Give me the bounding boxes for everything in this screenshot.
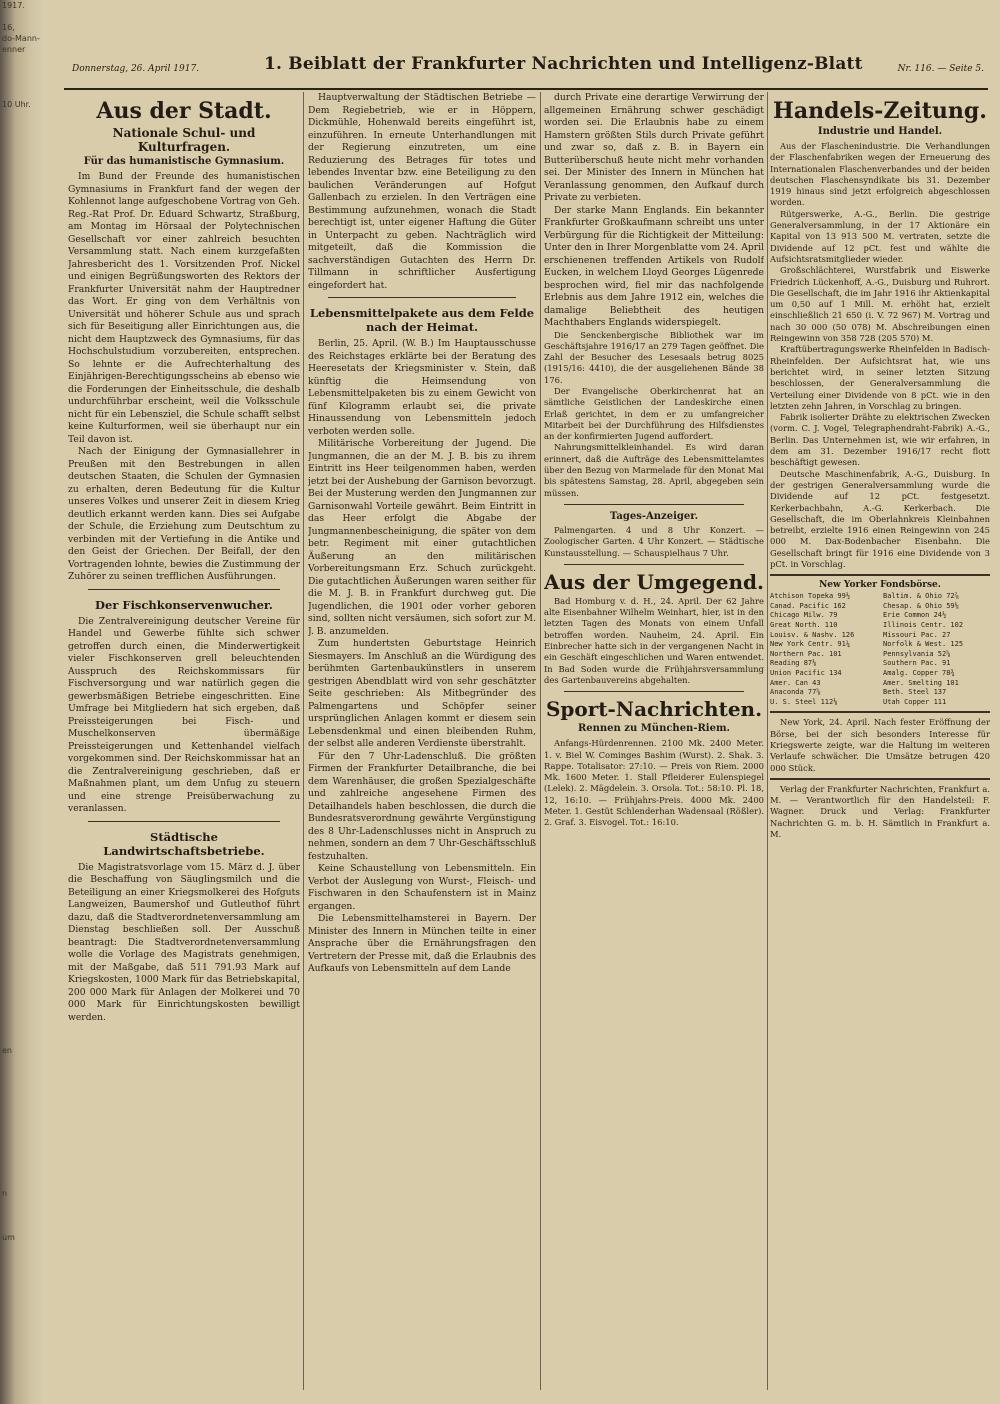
binding-fragment	[0, 561, 44, 572]
article-body: Im Bund der Freunde des humanistischen Gymnasiums in Frankfurt fand der wegen der Kohlennot lange aufgeschobene Vortrag von Geh. Reg.-Rat Prof. Dr. Eduard Schwartz, Straßburg, am Montag im Hörsaal der Polytechnischen Gesellschaft vor einer zahlreich besuchten Versammlung statt. Nach einem kurzgefaßten Jahresbericht des 1. Vorsitzenden Prof. Nickel und einigen Begrüßungsworten des Rektors der Frankfurter Universität nahm der Hauptredner das Wort. Er ging von dem Verhältnis von Universität und höherer Schule aus und sprach sich für Beseitigung aller Einrichtungen aus, die nicht dem Hauptzweck des Gymnasiums, für das Hochschulstudium vorzubereiten, entsprechen. So lehnte er die Aufrechterhaltung des Einjährigen-Berechtigungsscheins ab ebenso wie die Forderungen der Einheitsschule, die deshalb undurchführbar erscheint, weil die Volksschule nicht für ein Lebensziel, die Schule schafft selbst keine Kulturformen, weil sie überhaupt nur ein Teil davon ist.	[68, 171, 300, 445]
section-headline: Handels-Zeitung.	[773, 98, 987, 124]
binding-fragment	[0, 528, 44, 539]
binding-fragment	[0, 1078, 44, 1089]
binding-fragment	[0, 154, 44, 165]
article-body: Nach der Einigung der Gymnasiallehrer in Preußen mit den Bestrebungen in allen deutschen Staaten, die Schulen der Gymnasien zu erhalten, deren Bedeutung für die Kultur unseres Volkes und unserer Zeit in diesem Krieg deutlich erkannt werden kann. Dies sei Aufgabe der Schule, die Erziehung zum Deutschtum zu verbinden mit der Vertiefung in die Antike und den Geist der Griechen. Der Beifall, der den Vortragenden lohnte, bewies die Zustimmung der Zuhörer zu seinen trefflichen Ausführungen.	[68, 446, 300, 582]
binding-fragment	[0, 1199, 44, 1210]
binding-fragment	[0, 517, 44, 528]
binding-fragment	[0, 1023, 44, 1034]
article-body: Bad Homburg v. d. H., 24. April. Der 62 Jahre alte Eisenbahner Wilhelm Weinhart, hier, ist in den letzten Tagen des Monats von einem Unfall betroffen worden. Nauheim, 24. April. Ein Einbrecher hatte sich in der vergangenen Nacht in ein Geschäft eingeschlichen und Waren entwendet. In Bad Soden wurde die Frühjahrsversammlung des Gartenbauvereins abgehalten.	[544, 595, 764, 685]
binding-fragment	[0, 649, 44, 660]
article-subheadline: Rennen zu München-Riem.	[577, 723, 731, 735]
binding-fragment	[0, 814, 44, 825]
binding-fragment	[0, 451, 44, 462]
stock-row: Northern Pac. 101	[770, 649, 842, 658]
divider	[564, 504, 744, 505]
article-body: Keine Schaustellung von Lebensmitteln. Ein Verbot der Auslegung von Wurst-, Fleisch- und Fischwaren in den Schaufenstern ist in Mainz ergangen.	[308, 863, 536, 912]
article-body: Für den 7 Uhr-Ladenschluß. Die größten Firmen der Frankfurter Detailbranche, die bei dem Warenhäuser, die großen Spezialgeschäfte und zahlreiche angesehene Firmen des Detailhandels haben beschlossen, die durch die Bundesratsverordnung gewährte Vergünstigung des 8 Uhr-Ladenschlusses nicht in Anspruch zu nehmen, sondern an dem 7 Uhr-Geschäftsschluß festzuhalten.	[308, 750, 536, 862]
binding-fragment	[0, 979, 44, 990]
binding-fragment	[0, 66, 44, 77]
divider	[770, 711, 990, 713]
binding-fragment	[0, 792, 44, 803]
binding-fragment	[0, 583, 44, 594]
stock-table-title: New Yorker Fondsbörse.	[819, 580, 941, 591]
binding-fragment	[0, 869, 44, 880]
article-body: Anfangs-Hürdenrennen. 2100 Mk. 2400 Meter. 1. v. Biel W. Cominges Bashim (Wurst). 2. Shak. 3. Rappe. Totalisator: 27:10. — Preis von Riem. 2000 Mk. 1600 Meter. 1. Stall Pfleiderer Eulenspiegel (Lelek). 2. Mägdelein. 3. Orsola. Tot.: 58:10. Pl. 18, 12, 16:10. — Frühjahrs-Preis. 4000 Mk. 2400 Meter. 1. Gestüt Schlenderhan Wadensaal (Rößler). 2. Graf. 3. Eisvogel. Tot.: 16:10.	[544, 738, 764, 828]
binding-fragment	[0, 737, 44, 748]
divider	[770, 778, 990, 780]
binding-fragment	[0, 121, 44, 132]
binding-fragment	[0, 352, 44, 363]
stock-row: Chesap. & Ohio 59⅛	[883, 601, 959, 610]
binding-fragment	[0, 330, 44, 341]
stock-row: Beth. Steel 137	[883, 688, 947, 697]
stock-row: Amer. Smelting 101	[883, 678, 959, 687]
article-body: Die Lebensmittelhamsterei in Bayern. Der Minister des Innern in München teilte in einer Ansprache über die Ernährungsfragen den Vertretern der Presse mit, daß die Erlaubnis des Aufkaufs von Lebensmitteln auf dem Lande	[308, 913, 536, 974]
binding-fragment	[0, 836, 44, 847]
article-body: Nahrungsmittelkleinhandel. Es wird daran erinnert, daß die Aufträge des Lebensmittelamtes über den Bezug von Marmelade für den Monat Mai bis spätestens Samstag, 28. April, abgegeben sein müssen.	[544, 442, 764, 498]
article-body: Palmengarten. 4 und 8 Uhr Konzert. — Zoologischer Garten. 4 Uhr Konzert. — Städtische Kunstausstellung. — Schauspielhaus 7 Uhr.	[544, 524, 764, 558]
stock-row: Missouri Pac. 27	[883, 630, 951, 639]
article-body: Die Zentralvereinigung deutscher Vereine für Handel und Gewerbe fühlte sich schwer getroffen durch einen, die Minderwertigkeit vieler Fischkonserven grell beleuchtenden Ausspruch des Reichskommissars für Fischversorgung und war natürlich gegen die gewerbsmäßigen Betriebe eingeschritten. Eine Umfrage bei Mitgliedern hat sich ergeben, daß Preissteigerungen bei Fisch- und Muschelkonserven übermäßige Preissteigerungen und Kettenhandel vielfach vorgekommen sind. Der Reichskommissar hat an die Zentralvereinigung geschrieben, daß er Maßnahmen plant, um dem Unfug zu steuern und eine strenge Preisüberwachung zu veranlassen.	[68, 615, 300, 814]
article-body: Berlin, 25. April. (W. B.) Im Hauptausschusse des Reichstages erklärte bei der Beratung des Heeresetats der Kriegsminister v. Stein, daß künftig die Heimsendung von Lebensmittelpaketen bis zu einem Gewicht von fünf Kilogramm erlaubt sei, die private Hinaussendung von Lebensmitteln jedoch verboten werden solle.	[308, 338, 536, 437]
binding-fragment	[0, 319, 44, 330]
column-2	[308, 92, 536, 1390]
binding-fragment	[0, 539, 44, 550]
binding-fragment	[0, 550, 44, 561]
article-body: durch Private eine derartige Verwirrung der allgemeinen Ernährung schwer geschädigt worden sei. Die Erlaubnis habe zu einem Hamstern größten Stils durch Private geführt und zwar so, daß z. B. in Bayern ein Butterüberschuß heute nicht mehr vorhanden sei. Der Minister des Innern in München hat Veranlassung genommen, den Aufkauf durch Private zu verbieten.	[544, 92, 764, 203]
page-header	[64, 52, 988, 90]
binding-fragment	[0, 572, 44, 583]
binding-fragment: 10 Uhr.	[2, 100, 31, 109]
divider	[328, 297, 516, 298]
stock-row: New York Centr. 91¼	[770, 640, 851, 649]
binding-fragment	[0, 198, 44, 209]
binding-fragment	[0, 781, 44, 792]
binding-fragment	[0, 1177, 44, 1188]
stock-row: Amalg. Copper 78¾	[883, 669, 955, 678]
binding-fragment	[0, 297, 44, 308]
binding-fragment	[0, 924, 44, 935]
binding-fragment	[0, 990, 44, 1001]
binding-fragment	[0, 693, 44, 704]
binding-fragment: enner	[2, 45, 26, 54]
stock-row: Canad. Pacific 162	[770, 601, 846, 610]
binding-fragment	[0, 594, 44, 605]
article-subheadline: Für das humanistische Gymnasium.	[83, 156, 285, 167]
article-body: Aus der Flaschenindustrie. Die Verhandlungen der Flaschenfabriken wegen der Erneuerung des Internationalen Flaschenverbandes und der beiden deutschen Flaschensyndikate bis 31. Dezember 1919 hinaus sind jetzt erfolgreich abgeschlossen worden.	[770, 141, 990, 208]
binding-fragment	[0, 209, 44, 220]
divider	[770, 574, 990, 576]
binding-fragment	[0, 957, 44, 968]
binding-fragment	[0, 825, 44, 836]
article-body: Zum hundertsten Geburtstage Heinrich Siesmayers. Im Anschluß an die Würdigung des berühmten Gartenbaukünstlers in unserem gestrigen Abendblatt wird von sehr geschätzter Seite geschrieben: Als Mitbegründer des Palmengartens und Schöpfer seiner ursprünglichen Anlagen kommt er diesem sein Lebensdenkmal und einen bleibenden Ruhm, der selbst alle anderen Verdienste überstrahlt.	[308, 638, 536, 749]
binding-fragment: do-Mann-	[2, 34, 40, 43]
binding-fragment	[0, 275, 44, 286]
article-body: Die Magistratsvorlage vom 15. März d. J. über die Beschaffung von Säuglingsmilch und die Beteiligung an einer Kriegsmolkerei des Hofguts Langweizen, Baumershof und Gutleuthof führt dazu, daß die Stadtverordnetenversammlung am Dienstag beschließen soll. Der Ausschuß beantragt: Die Stadtverordnetenversammlung wolle die Vorlage des Magistrats genehmigen, mit der Maßgabe, daß 511 791.93 Mark auf Kriegskosten, 1000 Mark für das Betriebskapital, 200 000 Mark für Anlagen der Molkerei und 70 000 Mark für Einrichtungskosten bewilligt werden.	[68, 861, 300, 1023]
binding-fragment	[0, 11, 44, 22]
binding-fragment	[0, 616, 44, 627]
binding-fragment	[0, 891, 44, 902]
binding-fragment	[0, 1111, 44, 1122]
article-body: Fabrik isolierter Drähte zu elektrischen Zwecken (vorm. C. J. Vogel, Telegraphendraht-Fabrik) A.-G., Berlin. Das Unternehmen ist, wie wir erfahren, in dem am 31. Dezember 1916/17 recht flott beschäftigt gewesen.	[770, 412, 990, 468]
binding-fragment	[0, 671, 44, 682]
article-body: New York, 24. April. Nach fester Eröffnung der Börse, bei der sich besonders Interesse für Kriegswerte zeigte, war die Haltung im weiteren Verlaufe schwächer. Die Umsätze betrugen 420 000 Stück.	[770, 717, 990, 773]
section-headline: Aus der Stadt.	[96, 98, 272, 124]
column-3	[544, 92, 764, 1390]
stock-row: Chicago Milw. 79	[770, 611, 838, 620]
stock-row: Louisv. & Nashv. 126	[770, 630, 855, 639]
binding-fragment	[0, 946, 44, 957]
binding-fragment	[0, 1265, 44, 1276]
binding-fragment	[0, 1001, 44, 1012]
binding-fragment	[0, 880, 44, 891]
binding-fragment	[0, 1243, 44, 1254]
section-headline: Sport-Nachrichten.	[545, 697, 763, 722]
binding-fragment	[0, 286, 44, 297]
binding-fragment	[0, 473, 44, 484]
binding-fragment	[0, 1034, 44, 1045]
binding-fragment	[0, 803, 44, 814]
header-date: Donnerstag, 26. April 1917.	[72, 64, 200, 74]
binding-fragment	[0, 1133, 44, 1144]
binding-fragment	[0, 726, 44, 737]
column-rule	[767, 92, 768, 1390]
binding-fragment	[0, 220, 44, 231]
binding-fragment	[0, 902, 44, 913]
binding-edge	[0, 0, 44, 1404]
binding-fragment	[0, 638, 44, 649]
header-page-number: Nr. 116. — Seite 5.	[897, 64, 984, 74]
stock-row: Utah Copper 111	[883, 697, 947, 706]
article-body: Militärische Vorbereitung der Jugend. Die Jungmannen, die an der M. J. B. bis zu ihrem Eintritt ins Heer teilgenommen haben, werden jetzt bei der Aushebung der Garnison bevorzugt. Bei der Musterung werden den Jungmannen zur Garnisonwahl Vorteile gewährt. Beim Eintritt in das Heer erfolgt die Abgabe der Jungmannenbescheinigung, die später von dem betr. Regiment mit einer gutachtlichen Äußerung an den militärischen Vorbereitungsmann Erz. Schuch zurückgeht. Die gutachtlichen Äußerungen waren seither für die M. J. B. in Frankfurt durchweg gut. Die Jugendlichen, die 1901 oder vorher geboren sind, sollten nicht versäumen, sich sofort zur M. J. B. anzumelden.	[308, 438, 536, 637]
binding-fragment	[0, 429, 44, 440]
section-headline: Aus der Umgegend.	[544, 569, 764, 594]
article-body: Die Senckenbergische Bibliothek war im Geschäftsjahre 1916/17 an 279 Tagen geöffnet. Die Zahl der Besucher des Lesesaals betrug 8025 (1915/16: 4410), die der ausgeliehenen Bände 38 176.	[544, 329, 764, 385]
binding-fragment: n	[2, 1189, 8, 1198]
binding-fragment	[0, 748, 44, 759]
article-headline: Der Fischkonservenwucher.	[95, 597, 273, 612]
stock-row: Norfolk & West. 125	[883, 640, 964, 649]
article-body: Deutsche Maschinenfabrik, A.-G., Duisburg. In der gestrigen Generalversammlung wurde die Dividende auf 12 pCt. festgesetzt. Kerkerbachbahn, A.-G. Kerkerbach. Die Gesellschaft, die im Oberlahnkreis Kleinbahnen betreibt, erzielte 1916 einen Reingewinn von 245 000 M. Dax-Bodenbacher Eisenbahn. Die Gesellschaft bringt für 1916 eine Dividende von 3 pCt. in Vorschlag.	[770, 468, 990, 569]
binding-fragment	[0, 242, 44, 253]
binding-fragment	[0, 385, 44, 396]
stock-row: Amer. Can 43	[770, 678, 821, 687]
column-1	[68, 92, 300, 1390]
binding-fragment	[0, 440, 44, 451]
binding-fragment	[0, 407, 44, 418]
article-headline: Städtische Landwirtschaftsbetriebe.	[103, 829, 265, 858]
binding-fragment	[0, 77, 44, 88]
header-title: 1. Beiblatt der Frankfurter Nachrichten und Intelligenz-Blatt	[264, 54, 863, 74]
article-subheadline: Industrie und Handel.	[817, 126, 943, 137]
binding-fragment	[0, 847, 44, 858]
binding-fragment	[0, 660, 44, 671]
section-headline: Tages-Anzeiger.	[609, 510, 699, 522]
binding-fragment	[0, 506, 44, 517]
newspaper-page	[44, 0, 1000, 1404]
binding-fragment	[0, 55, 44, 66]
column-rule	[303, 92, 304, 1390]
binding-fragment	[0, 1089, 44, 1100]
article-headline: Nationale Schul- und Kulturfragen.	[112, 126, 256, 154]
stock-row: Illinois Centr. 102	[883, 621, 964, 630]
article-body: Rütgerswerke, A.-G., Berlin. Die gestrige Generalversammlung, in der 17 Aktionäre ein Kapital von 13 913 500 M. vertraten, setzte die Dividende auf 12 pCt. fest und wählte die Aufsichtsratsmitglieder wieder.	[770, 208, 990, 264]
binding-fragment	[0, 858, 44, 869]
binding-fragment	[0, 484, 44, 495]
stock-row: Erie Common 24½	[883, 611, 947, 620]
article-body: Der starke Mann Englands. Ein bekannter Frankfurter Großkaufmann schreibt uns unter Verbürgung für die Richtigkeit der Mitteilung: Unter den in Ihrer Morgenblatte vom 24. April erschienenen treffenden Artikels von Rudolf Eucken, in welchem Lloyd Georges Lügenrede besprochen wird, fiel mir das nachfolgende Erlebnis aus dem Jahre 1912 ein, welches die damalige Beliebtheit des heutigen Machthabers Englands widerspiegelt.	[544, 204, 764, 328]
binding-fragment	[0, 1166, 44, 1177]
imprint: Verlag der Frankfurter Nachrichten, Frankfurt a. M. — Verantwortlich für den Handelsteil: F. Wagner. Druck und Verlag: Frankfurter Nachrichten G. m. b. H. Sämtlich in Frankfurt a. M.	[770, 783, 990, 840]
binding-fragment	[0, 1254, 44, 1265]
divider	[88, 821, 280, 822]
binding-fragment	[0, 396, 44, 407]
binding-fragment	[0, 143, 44, 154]
binding-fragment	[0, 1155, 44, 1166]
article-body: Kraftübertragungswerke Rheinfelden in Badisch-Rheinfelden. Der Aufsichtsrat hat, wie uns berichtet wird, in seiner letzten Sitzung beschlossen, der Generalversammlung die Verteilung einer Dividende von 8 pCt. wie in den letzten zehn Jahren, in Vorschlag zu bringen.	[770, 344, 990, 411]
binding-fragment	[0, 913, 44, 924]
article-headline: Lebensmittelpakete aus dem Felde nach der Heimat.	[309, 306, 535, 334]
binding-fragment	[0, 935, 44, 946]
binding-fragment	[0, 418, 44, 429]
binding-fragment: um	[2, 1233, 15, 1242]
stock-row: Great North. 110	[770, 621, 838, 630]
binding-fragment	[0, 187, 44, 198]
binding-fragment	[0, 1144, 44, 1155]
binding-fragment	[0, 308, 44, 319]
binding-fragment	[0, 770, 44, 781]
binding-fragment	[0, 1221, 44, 1232]
binding-fragment	[0, 1210, 44, 1221]
binding-fragment	[0, 1056, 44, 1067]
binding-fragment	[0, 682, 44, 693]
binding-fragment	[0, 968, 44, 979]
stock-row: Union Pacific 134	[770, 669, 842, 678]
article-body: Großschlächterei, Wurstfabrik und Eiswerke Friedrich Lückenhoff, A.-G., Duisburg und Ruhrort. Die Gesellschaft, die im Jahr 1916 ihr Aktienkapital um 0,50 auf 1 Mill. M. erhöht hat, erzielt einschließlich 21 650 (i. V. 72 967) M. Vortrag und nach 30 000 (50 078) M. Abschreibungen einen Reingewinn von 358 728 (205 570) M.	[770, 265, 990, 344]
binding-fragment	[0, 363, 44, 374]
binding-fragment	[0, 253, 44, 264]
binding-fragment	[0, 759, 44, 770]
binding-fragment	[0, 462, 44, 473]
divider	[564, 691, 744, 692]
binding-fragment	[0, 1067, 44, 1078]
stock-row: Atchison Topeka 99½	[770, 592, 851, 601]
binding-fragment	[0, 1012, 44, 1023]
stock-row: Baltim. & Ohio 72⅞	[883, 592, 959, 601]
stock-row: Anaconda 77⅝	[770, 688, 821, 697]
binding-fragment	[0, 627, 44, 638]
stock-table	[770, 592, 990, 707]
binding-fragment	[0, 715, 44, 726]
binding-fragment: 16,	[2, 23, 15, 32]
binding-fragment	[0, 704, 44, 715]
binding-fragment: 1917.	[2, 1, 25, 10]
stock-row: Reading 87⅛	[770, 659, 817, 668]
column-4	[770, 92, 990, 1390]
binding-fragment	[0, 264, 44, 275]
binding-fragment	[0, 1100, 44, 1111]
divider	[564, 564, 744, 565]
binding-fragment	[0, 88, 44, 99]
binding-fragment	[0, 1122, 44, 1133]
binding-fragment	[0, 495, 44, 506]
binding-fragment	[0, 165, 44, 176]
binding-fragment	[0, 132, 44, 143]
binding-fragment: en	[2, 1046, 12, 1055]
binding-fragment	[0, 605, 44, 616]
divider	[88, 589, 280, 590]
stock-row: Southern Pac. 91	[883, 659, 951, 668]
stock-row: U. S. Steel 112⅛	[770, 697, 838, 706]
binding-fragment	[0, 176, 44, 187]
binding-fragment	[0, 374, 44, 385]
column-rule	[540, 92, 541, 1390]
article-body: Der Evangelische Oberkirchenrat hat an sämtliche Geistlichen der Landeskirche einen Erlaß gerichtet, in dem er zu umfangreicher Mitarbeit bei der Durchführung des Hilfsdienstes an der konfirmierten Jugend auffordert.	[544, 385, 764, 442]
binding-fragment	[0, 110, 44, 121]
article-body: Hauptverwaltung der Städtischen Betriebe — Dem Regiebetrieb, wie er in Höppern, Dickmühle, Hohenwald bereits eingeführt ist, einzuführen. In erneute Unterhandlungen mit der Regierung einzutreten, um eine Reduzierung des Betrages für totes und lebendes Inventar bzw. eine Beteiligung zu den baulichen Veränderungen auf Hofgut Gallenbach zu erzielen. In den Verträgen eine Bestimmung aufzunehmen, wonach die Stadt berechtigt ist, unter eigener Haftung die Güter in Unterpacht zu geben. Nachträglich wird mitgeteilt, daß die Kommission die sachverständigen Gutachten des Herrn Dr. Tillmann in schriftlicher Ausfertigung eingefordert hat.	[308, 92, 536, 291]
binding-fragment	[0, 231, 44, 242]
binding-fragment	[0, 341, 44, 352]
stock-row: Pennsylvania 52⅝	[883, 649, 951, 658]
